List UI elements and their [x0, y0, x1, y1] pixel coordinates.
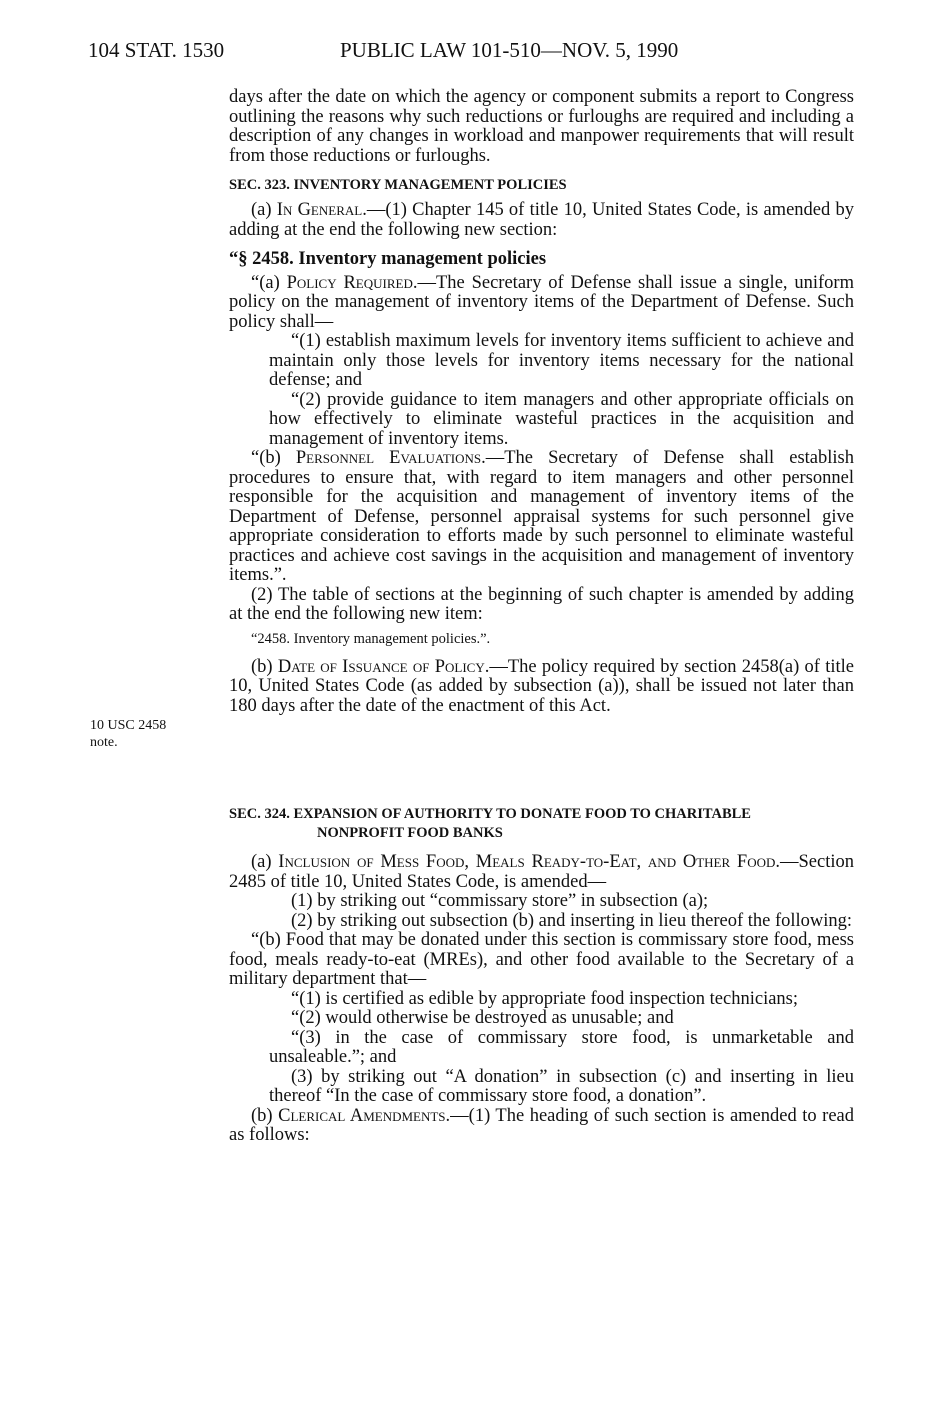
amendment-1: (1) by striking out “commissary store” in subsection (a); [291, 891, 709, 911]
amendment-3: (3) by striking out “A donation” in subsection (c) and inserting in lieu thereof “In the case of commissary store food, a donation”. [269, 1066, 854, 1106]
section-2458-heading: “§ 2458. Inventory management policies [229, 249, 547, 269]
table-of-sections-item: “2458. Inventory management policies.”. [251, 630, 491, 647]
policy-item-2: “(2) provide guidance to item managers and other appropriate officials on how effectively to eliminate wasteful practices in the acquisition and management of inventory items. [269, 389, 854, 449]
subsection-324-b [229, 1107, 854, 1146]
paragraph-text: —The Secretary of Defense shall establish procedures to ensure that, with regard to item managers and other personnel responsible for the acquisition and management of inventory items of the Department of Defense, personnel appraisal systems for such personnel give appropriate consideration to efforts made by such personnel to eliminate wasteful practices and achieve cost savings in the acquisition and management of inventory items.”. [229, 448, 854, 585]
subsection-323-a [229, 201, 854, 240]
personnel-evaluations-paragraph [229, 449, 854, 586]
table-of-sections-paragraph: (2) The table of sections at the beginning of such chapter is amended by adding at the end the following new item: [229, 584, 854, 624]
subsection-heading: Clerical Amendments. [278, 1105, 451, 1126]
subsection-text: —(1) The heading of such section is amended to read as follows: [229, 1105, 854, 1145]
section-323-heading: SEC. 323. INVENTORY MANAGEMENT POLICIES [229, 177, 567, 193]
text-block-1 [229, 88, 854, 716]
subsection-text: —Section 2485 of title 10, United States Code, is amended— [229, 852, 854, 892]
subsection-prefix: (b) [251, 656, 278, 677]
paragraph-continuation: days after the date on which the agency or component submits a report to Congress outlining the reasons why such reductions or furloughs are required and including a description of any changes in workload and manpower requirements that will result from those reductions or furloughs. [229, 87, 854, 166]
subsection-heading: Inclusion of Mess Food, Meals Ready-to-Eat, and Other Food. [278, 852, 780, 872]
quoted-item-1: “(1) is certified as edible by appropriate food inspection technicians; [291, 988, 799, 1009]
text-block-2 [229, 805, 854, 1146]
running-title: PUBLIC LAW 101-510—NOV. 5, 1990 [340, 38, 679, 62]
paragraph-heading: Policy Required. [286, 272, 418, 293]
paragraph-text: —The Secretary of Defense shall issue a single, uniform policy on the management of inventory items of the Department of Defense. Such policy shall— [229, 272, 854, 332]
quoted-subsection-b: “(b) Food that may be donated under this section is commissary store food, mess food, meals ready-to-eat (MREs), and other food available to the Secretary of a military department that— [229, 930, 854, 989]
policy-required-paragraph [229, 274, 854, 333]
subsection-prefix: (b) [251, 1105, 279, 1126]
subsection-text: —The policy required by section 2458(a) of title 10, United States Code (as added by subsection (a)), shall be issued not later than 180 days after the date of the enactment of this Act. [229, 656, 854, 716]
margin-note-label: note. [90, 735, 118, 750]
subsection-heading: Date of Issuance of Policy. [277, 656, 490, 677]
amendment-2: (2) by striking out subsection (b) and inserting in lieu thereof the following: [291, 910, 853, 931]
paragraph-prefix: “(b) [251, 448, 296, 468]
section-324-heading-line2: NONPROFIT FOOD BANKS [317, 825, 503, 841]
quoted-item-2: “(2) would otherwise be destroyed as unusable; and [291, 1008, 674, 1028]
subsection-heading: In General. [276, 200, 367, 220]
margin-note-citation: 10 USC 2458 [90, 718, 167, 733]
policy-item-1: “(1) establish maximum levels for inventory items sufficient to achieve and maintain only those levels for inventory items necessary for the national defense; and [269, 331, 854, 390]
subsection-323-b [229, 658, 854, 717]
quoted-item-3: “(3) in the case of commissary store food, is unmarketable and unsaleable.”; and [269, 1027, 854, 1067]
section-324-heading-line1: SEC. 324. EXPANSION OF AUTHORITY TO DONATE FOOD TO CHARITABLE [229, 806, 751, 822]
section-324-heading [229, 805, 854, 843]
margin-note [90, 717, 166, 751]
page-reference: 104 STAT. 1530 [88, 38, 225, 62]
subsection-324-a [229, 853, 854, 892]
paragraph-prefix: “(a) [251, 272, 287, 293]
subsection-text: —(1) Chapter 145 of title 10, United States Code, is amended by adding at the end the following new section: [229, 200, 854, 240]
subsection-prefix: (a) [251, 200, 277, 220]
subsection-prefix: (a) [251, 852, 279, 872]
paragraph-heading: Personnel Evaluations. [295, 448, 486, 468]
